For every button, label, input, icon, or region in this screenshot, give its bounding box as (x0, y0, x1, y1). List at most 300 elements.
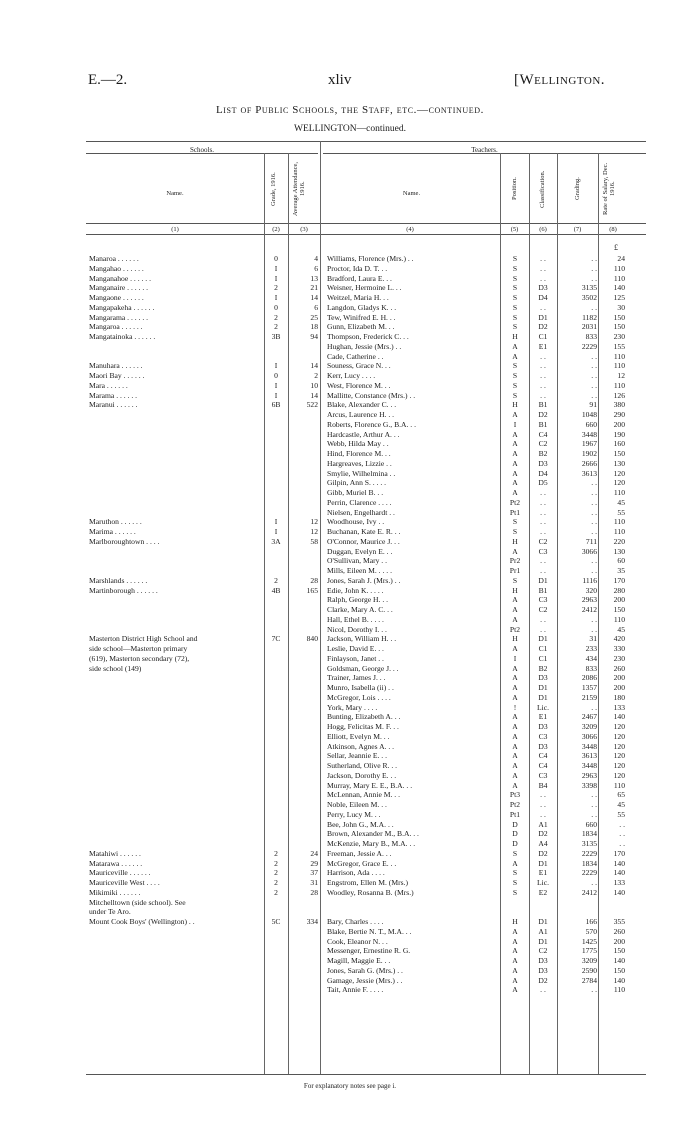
classification-cell: D3 (538, 283, 548, 293)
position-cell: S (512, 878, 518, 887)
classification-cell: D1 (538, 683, 548, 692)
table-row (0, 547, 700, 556)
table-row (0, 693, 700, 702)
table-row (0, 907, 700, 916)
grading-cell: . . (591, 614, 597, 624)
salary-cell: 150 (613, 449, 625, 458)
table-row (0, 322, 700, 331)
attendance-cell: 28 (310, 887, 318, 897)
grading-cell: 2666 (581, 458, 597, 468)
teacher-cell: Perry, Lucy M. . . (327, 809, 381, 819)
teacher-cell: Webb, Hilda May . . (327, 439, 389, 449)
teacher-name-header: Name. (402, 190, 421, 197)
classification-cell: E1 (538, 712, 548, 722)
salary-cell: 133 (613, 878, 625, 887)
classification-cell: C3 (538, 595, 548, 605)
attendance-cell: 14 (310, 390, 318, 400)
position-cell: A (512, 741, 518, 751)
table-row (0, 790, 700, 799)
school-cell: Mauriceville . . . . . . (89, 868, 151, 878)
teacher-cell: O'Sullivan, Mary . . (327, 556, 388, 566)
table-row (0, 566, 700, 575)
attendance-cell: 4 (314, 254, 318, 263)
classification-cell: E2 (538, 887, 548, 897)
table-row (0, 400, 700, 409)
classification-cell: D1 (538, 858, 548, 868)
grade-cell: I (274, 527, 278, 536)
grading-cell: . . (591, 497, 597, 507)
teacher-cell: Hargreaves, Lizzie . . (327, 458, 392, 468)
position-cell: S (512, 322, 518, 332)
teacher-cell: Finlayson, Janet . . (327, 653, 384, 663)
classification-cell: C1 (538, 653, 548, 663)
table-row (0, 966, 700, 975)
grading-cell: 3448 (581, 429, 597, 439)
teacher-cell: Hughan, Jessie (Mrs.) . . (327, 341, 402, 351)
classification-cell: . . (540, 800, 546, 809)
table-row (0, 781, 700, 790)
teacher-cell: Woodley, Rosanna B. (Mrs.) (327, 887, 414, 897)
position-cell: A (512, 985, 518, 995)
salary-cell: 170 (613, 575, 625, 585)
grading-cell: 3209 (581, 722, 597, 731)
classification-cell: E1 (538, 341, 548, 351)
position-cell: H (512, 536, 518, 546)
school-cell: side school (149) (89, 663, 142, 673)
position-cell: H (512, 332, 518, 341)
classification-cell: . . (540, 507, 546, 517)
school-cell: Marama . . . . . . (89, 390, 138, 400)
salary-cell: 160 (613, 439, 625, 449)
classification-cell: B1 (538, 585, 548, 595)
position-cell: S (512, 312, 518, 322)
salary-cell: 120 (613, 478, 625, 488)
classification-cell: C4 (538, 751, 548, 761)
table-row (0, 888, 700, 897)
salary-cell: 355 (613, 917, 625, 926)
position-cell: I (513, 419, 517, 429)
school-cell: under Te Aro. (89, 907, 131, 917)
position-cell: A (512, 780, 518, 790)
attendance-cell: 334 (306, 917, 318, 926)
table-row (0, 498, 700, 507)
position-cell: S (512, 380, 518, 390)
position-cell: S (512, 887, 518, 897)
teacher-cell: York, Mary . . . . (327, 702, 378, 712)
salary-cell: 45 (617, 497, 625, 507)
header-bottom-rule (86, 223, 646, 224)
table-row (0, 673, 700, 682)
teacher-cell: Weisner, Hermoine L. . . (327, 283, 402, 293)
schools-group-label: Schools. (190, 146, 214, 154)
teacher-cell: Blake, Bertie N. T., M.A. . . (327, 926, 412, 936)
teacher-cell: McGregor, Grace E. . . (327, 858, 397, 868)
grading-cell: . . (591, 702, 597, 712)
position-cell: A (512, 770, 518, 780)
page-title: List of Public Schools, the Staff, etc.—continued. (215, 104, 485, 116)
table-row (0, 751, 700, 760)
grading-cell: 3448 (581, 741, 597, 751)
table-row (0, 274, 700, 283)
salary-cell: 140 (613, 283, 625, 293)
salary-cell: 150 (613, 965, 625, 975)
classification-cell: D4 (538, 468, 548, 478)
school-cell: Mount Cook Boys' (Wellington) . . (89, 917, 195, 926)
table-row (0, 352, 700, 361)
position-cell: S (512, 293, 518, 302)
salary-cell: 65 (617, 790, 625, 800)
table-row (0, 576, 700, 585)
teacher-cell: Hind, Florence M. . . (327, 449, 391, 458)
classification-cell: . . (540, 390, 546, 400)
table-row (0, 644, 700, 653)
table-row (0, 849, 700, 858)
classification-cell: C4 (538, 429, 548, 439)
classification-cell: . . (540, 488, 546, 497)
position-cell: A (512, 546, 518, 556)
grading-cell: . . (591, 809, 597, 819)
salary-cell: . . (619, 819, 625, 829)
position-header: Position. (511, 177, 518, 201)
table-row (0, 410, 700, 419)
grading-cell: . . (591, 517, 597, 527)
classification-cell: D2 (538, 322, 548, 332)
table-row (0, 430, 700, 439)
position-cell: H (512, 400, 518, 410)
salary-cell: 110 (613, 380, 625, 390)
school-cell: Mikimiki . . . . . . (89, 887, 141, 897)
grade-cell: 2 (274, 868, 278, 878)
classification-cell: . . (540, 273, 546, 283)
classification-cell: C2 (538, 946, 548, 956)
table-row (0, 254, 700, 263)
teacher-cell: Atkinson, Agnes A. . . (327, 741, 395, 751)
teacher-cell: Noble, Eileen M. . . (327, 800, 387, 809)
position-cell: A (512, 956, 518, 965)
table-row (0, 839, 700, 848)
grade-cell: I (274, 361, 278, 371)
classification-cell: . . (540, 254, 546, 263)
position-cell: ! (513, 702, 517, 712)
position-cell: A (512, 712, 518, 722)
grading-cell: 833 (585, 663, 597, 673)
salary-cell: 140 (613, 887, 625, 897)
grading-cell: 2412 (581, 605, 597, 614)
school-cell: Maruthon . . . . . . (89, 517, 142, 527)
school-cell: Marshlands . . . . . . (89, 575, 148, 585)
grading-cell: 320 (585, 585, 597, 595)
classification-cell: . . (540, 556, 546, 566)
position-cell: Pt1 (509, 809, 521, 819)
school-cell: Marima . . . . . . (89, 527, 136, 536)
salary-cell: 260 (613, 926, 625, 936)
classification-cell: C1 (538, 332, 548, 341)
grading-cell: 2590 (581, 965, 597, 975)
table-row (0, 829, 700, 838)
grading-cell: . . (591, 263, 597, 273)
position-cell: S (512, 575, 518, 585)
colnum-1: (1) (171, 226, 179, 233)
colnum-5: (5) (510, 226, 519, 233)
salary-cell: 133 (613, 702, 625, 712)
attendance-cell: 94 (310, 332, 318, 341)
table-row (0, 342, 700, 351)
attendance-header: Average Attendance, 1916. (292, 161, 306, 217)
grading-cell: 1048 (581, 410, 597, 419)
teacher-cell: Jones, Sarah G. (Mrs.) . . (327, 965, 403, 975)
salary-cell: 200 (613, 673, 625, 683)
teacher-cell: Cade, Catherine . . (327, 351, 384, 361)
grading-cell: 570 (585, 926, 597, 936)
table-row (0, 303, 700, 312)
grading-cell: 3066 (581, 546, 597, 556)
grade-cell: 2 (274, 575, 278, 585)
school-cell: Manaroa . . . . . . (89, 254, 139, 263)
classification-cell: D3 (538, 722, 548, 731)
salary-cell: 260 (613, 663, 625, 673)
classification-cell: . . (540, 527, 546, 536)
grading-cell: . . (591, 527, 597, 536)
school-cell: Matahiwi . . . . . . (89, 848, 141, 858)
teacher-cell: Langdon, Gladys K. . . (327, 302, 397, 312)
attendance-cell: 522 (306, 400, 318, 410)
position-cell: A (512, 936, 518, 946)
teacher-cell: Bradford, Laura E. . . (327, 273, 392, 283)
attendance-cell: 6 (314, 263, 318, 273)
salary-cell: 155 (613, 341, 625, 351)
position-cell: A (512, 946, 518, 956)
grading-cell: 2963 (581, 770, 597, 780)
position-cell: A (512, 692, 518, 702)
table-row (0, 595, 700, 604)
position-cell: Pt2 (509, 624, 521, 634)
attendance-cell: 840 (306, 634, 318, 644)
position-cell: A (512, 975, 518, 985)
school-cell: Mangaroa . . . . . . (89, 322, 143, 332)
grade-cell: 2 (274, 878, 278, 887)
grading-cell: 2159 (581, 692, 597, 702)
salary-cell: 126 (613, 390, 625, 400)
grading-cell: . . (591, 488, 597, 497)
school-cell: Mangarama . . . . . . (89, 312, 149, 322)
table-row (0, 761, 700, 770)
grading-cell: 1357 (581, 683, 597, 692)
classification-cell: C3 (538, 731, 548, 741)
grading-cell: 2467 (581, 712, 597, 722)
table-row (0, 654, 700, 663)
grading-cell: 1967 (581, 439, 597, 449)
school-cell: Matarawa . . . . . . (89, 858, 143, 868)
classification-cell: D1 (538, 936, 548, 946)
grade-cell: I (274, 293, 278, 302)
grade-cell: 2 (274, 848, 278, 858)
table-row (0, 293, 700, 302)
teacher-cell: Harrison, Ada . . . . (327, 868, 385, 878)
classification-cell: . . (540, 302, 546, 312)
position-cell: A (512, 488, 518, 497)
position-cell: A (512, 595, 518, 605)
grade-cell: 2 (274, 858, 278, 868)
grade-cell: 3B (271, 332, 281, 341)
grade-cell: 0 (274, 371, 278, 380)
teacher-cell: McGregor, Lois . . . . (327, 692, 391, 702)
table-row (0, 488, 700, 497)
position-cell: D (512, 829, 518, 839)
grading-cell: 1116 (582, 575, 597, 585)
classification-cell: . . (540, 624, 546, 634)
grade-cell: 7C (271, 634, 281, 644)
teacher-cell: Magill, Maggie E. . . (327, 956, 391, 965)
grading-cell: 2086 (581, 673, 597, 683)
teacher-cell: Nielsen, Engelhardt . . (327, 507, 395, 517)
teacher-cell: Gamage, Jessie (Mrs.) . . (327, 975, 403, 985)
position-cell: Pt1 (509, 507, 521, 517)
grading-cell: . . (591, 273, 597, 283)
classification-cell: B1 (538, 400, 548, 410)
salary-cell: 190 (613, 429, 625, 439)
table-row (0, 517, 700, 526)
table-row (0, 634, 700, 643)
table-row (0, 381, 700, 390)
salary-cell: 230 (613, 332, 625, 341)
classification-cell: B2 (538, 449, 548, 458)
classification-cell: C3 (538, 546, 548, 556)
grade-cell: 2 (274, 312, 278, 322)
table-row (0, 722, 700, 731)
table-row (0, 586, 700, 595)
teacher-cell: Roberts, Florence G., B.A. . . (327, 419, 417, 429)
school-cell: (619), Masterton secondary (72), (89, 653, 190, 663)
teacher-cell: Thompson, Frederick C. . . (327, 332, 409, 341)
grading-cell: 2412 (581, 887, 597, 897)
salary-cell: 55 (617, 507, 625, 517)
teacher-cell: Jackson, William H. . . (327, 634, 397, 644)
classification-header: Classification. (539, 170, 546, 208)
colnum-3: (3) (300, 226, 308, 233)
school-cell: Mangaone . . . . . . (89, 293, 144, 302)
salary-cell: 110 (613, 985, 625, 995)
grade-cell: I (274, 263, 278, 273)
teacher-cell: Gibb, Muriel B. . . (327, 488, 384, 497)
grading-cell: 3135 (581, 839, 597, 848)
table-row (0, 683, 700, 692)
grade-cell: 4B (271, 585, 281, 595)
grade-cell: 2 (274, 283, 278, 293)
grading-cell: 3448 (581, 761, 597, 770)
school-cell: Manganahoe . . . . . . (89, 273, 151, 283)
salary-cell: 120 (613, 741, 625, 751)
salary-cell: 150 (613, 322, 625, 332)
teacher-cell: Perrin, Clarence . . . . (327, 497, 392, 507)
table-row (0, 449, 700, 458)
position-cell: A (512, 673, 518, 683)
attendance-cell: 37 (310, 868, 318, 878)
table-row (0, 956, 700, 965)
school-cell: Mangahao . . . . . . (89, 263, 144, 273)
position-cell: H (512, 634, 518, 644)
position-cell: A (512, 858, 518, 868)
table-row (0, 459, 700, 468)
pound-sign: £ (614, 243, 618, 252)
teacher-cell: Kerr, Lucy . . . . (327, 371, 376, 380)
table-row (0, 537, 700, 546)
teacher-cell: Leslie, David E. . . (327, 644, 384, 653)
salary-cell: 110 (613, 527, 625, 536)
grading-cell: . . (591, 380, 597, 390)
table-row (0, 810, 700, 819)
teacher-cell: Sutherland, Olive R. . . (327, 761, 398, 770)
teacher-cell: Buchanan, Kate E. R. . . (327, 527, 401, 536)
teacher-cell: Bary, Charles . . . . (327, 917, 384, 926)
teacher-cell: Hall, Ethel B. . . . . (327, 614, 384, 624)
grading-cell: . . (591, 507, 597, 517)
table-row (0, 927, 700, 936)
grading-cell: 2031 (581, 322, 597, 332)
grade-cell: I (274, 380, 278, 390)
position-cell: A (512, 410, 518, 419)
position-cell: A (512, 926, 518, 936)
classification-cell: Lic. (536, 878, 550, 887)
grade-cell: 5C (271, 917, 281, 926)
salary-cell: 60 (617, 556, 625, 566)
classification-cell: A4 (538, 839, 548, 848)
school-cell: Masterton District High School and (89, 634, 198, 644)
position-cell: S (512, 390, 518, 400)
table-row (0, 878, 700, 887)
teacher-cell: Bee, John G., M.A. . . (327, 819, 394, 829)
salary-cell: 110 (613, 351, 625, 361)
position-cell: S (512, 263, 518, 273)
teacher-cell: Gunn, Elizabeth M. . . (327, 322, 395, 332)
classification-cell: . . (540, 371, 546, 380)
teacher-cell: Messenger, Ernestine R. G. (327, 946, 411, 956)
classification-cell: D1 (538, 692, 548, 702)
classification-cell: E1 (538, 868, 548, 878)
grading-cell: . . (591, 556, 597, 566)
table-row (0, 800, 700, 809)
table-row (0, 264, 700, 273)
grading-cell: 1834 (581, 858, 597, 868)
table-row (0, 859, 700, 868)
classification-cell: . . (540, 380, 546, 390)
position-cell: A (512, 761, 518, 770)
grade-cell: I (274, 390, 278, 400)
teacher-cell: Souness, Grace N. . . (327, 361, 391, 371)
salary-cell: 24 (617, 254, 625, 263)
grading-cell: 1834 (581, 829, 597, 839)
teacher-cell: Elliott, Evelyn M. . . (327, 731, 390, 741)
grading-cell: 3066 (581, 731, 597, 741)
classification-cell: . . (540, 351, 546, 361)
district-heading: [Wellington. (514, 72, 606, 88)
table-row (0, 605, 700, 614)
table-row (0, 732, 700, 741)
school-cell: Mitchelltown (side school). See (89, 897, 186, 907)
grading-cell: 711 (585, 536, 597, 546)
position-cell: S (512, 361, 518, 371)
teacher-cell: Ralph, George H. . . (327, 595, 389, 605)
school-cell: Manuhara . . . . . . (89, 361, 143, 371)
classification-cell: C2 (538, 439, 548, 449)
classification-cell: . . (540, 361, 546, 371)
school-cell: Maori Bay . . . . . . (89, 371, 145, 380)
teacher-cell: Brown, Alexander M., B.A. . . (327, 829, 419, 839)
teacher-cell: Nicol, Dorothy I. . . (327, 624, 387, 634)
salary-cell: 110 (613, 273, 625, 283)
classification-cell: . . (540, 985, 546, 995)
teacher-cell: O'Connor, Maurice J. . . (327, 536, 400, 546)
salary-cell: 120 (613, 722, 625, 731)
